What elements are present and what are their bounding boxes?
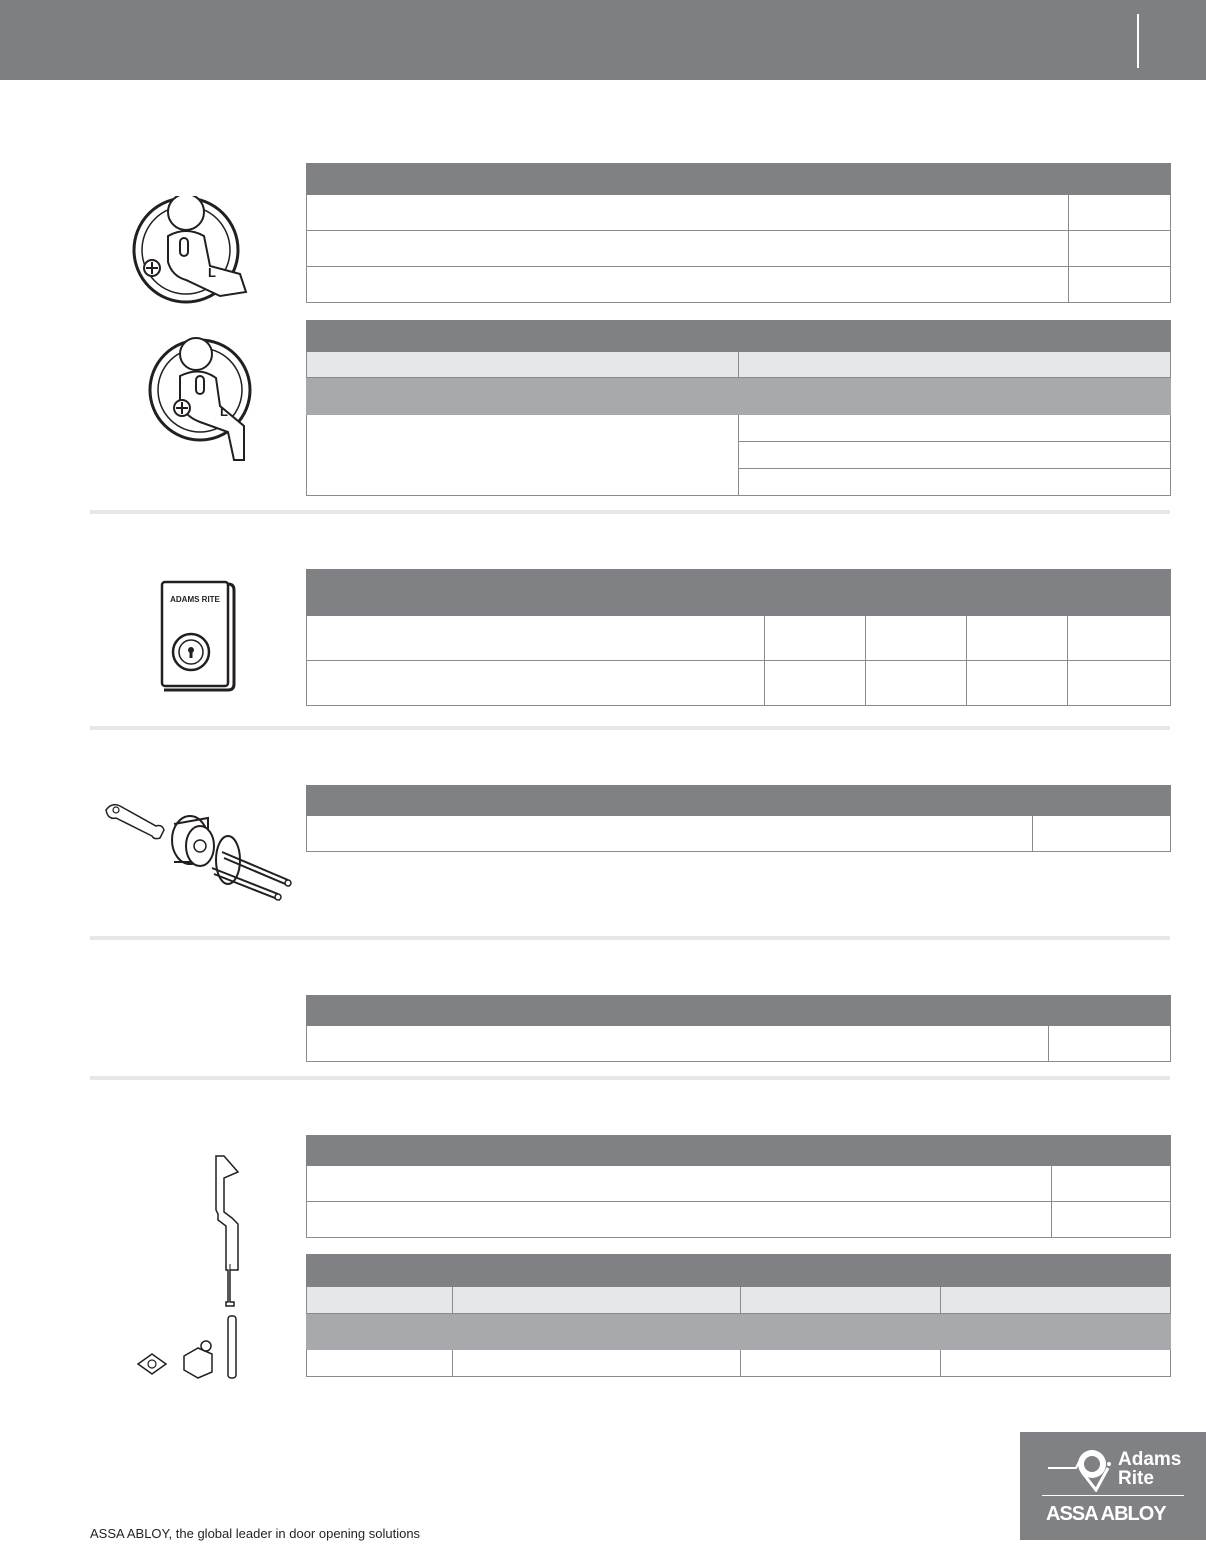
lever-letter: L (208, 265, 216, 280)
lever-letter: L (220, 404, 228, 419)
spec-table-2 (306, 320, 1171, 496)
brand-logo (1020, 1432, 1206, 1540)
table-header (307, 164, 1171, 195)
logo-rule (1042, 1495, 1184, 1496)
table-header (307, 1136, 1052, 1166)
table-row (307, 816, 1171, 852)
lever-lock-illustration-2 (144, 336, 264, 464)
table-subheader (307, 1287, 1171, 1314)
lever-lock-illustration-1 (128, 196, 258, 308)
table-band (307, 378, 1171, 415)
section-separator (90, 726, 1170, 730)
table-row (307, 267, 1171, 303)
table-row (307, 415, 1171, 442)
logo-parent-brand: ASSA ABLOY (1046, 1503, 1166, 1525)
table-subheader (307, 352, 1171, 378)
table-row (307, 1350, 1171, 1377)
section-separator (90, 1076, 1170, 1080)
table-row (307, 1026, 1171, 1062)
flush-bolt-illustration (134, 1152, 250, 1384)
banner-divider (1137, 14, 1139, 68)
table-header (307, 996, 1049, 1026)
deadlock-plate-icon (158, 580, 238, 692)
section-separator (90, 510, 1170, 514)
table-header (307, 570, 765, 616)
table-band (307, 1314, 1171, 1350)
table-row (307, 1166, 1171, 1202)
footer-tagline: ASSA ABLOY, the global leader in door opening solutions (90, 1526, 421, 1541)
logo-brand-line1: Adams (1118, 1449, 1182, 1470)
section-separator (90, 936, 1170, 940)
mortise-cylinder-icon (104, 788, 296, 908)
table-header (307, 321, 1171, 352)
spec-table-1 (306, 163, 1171, 303)
table-row (307, 1202, 1171, 1238)
table-header (307, 1255, 1171, 1287)
spec-table-6 (306, 1135, 1171, 1238)
adams-rite-logo-icon (1046, 1446, 1112, 1492)
table-row (307, 195, 1171, 231)
table-row (307, 231, 1171, 267)
cylinder-illustration (104, 788, 296, 908)
table-row (307, 616, 1171, 661)
lever-lock-icon (144, 336, 264, 464)
lever-lock-icon (128, 196, 258, 308)
table-header (307, 786, 1033, 816)
spec-table-4 (306, 785, 1171, 852)
table-row (307, 661, 1171, 706)
spec-table-3 (306, 569, 1171, 706)
flush-bolt-icon (134, 1152, 250, 1384)
deadlock-illustration (158, 580, 238, 692)
logo-brand-line2: Rite (1118, 1468, 1154, 1489)
spec-table-5 (306, 995, 1171, 1062)
faceplate-text: ADAMS RITE (170, 595, 220, 604)
spec-table-7 (306, 1254, 1171, 1377)
top-banner (0, 0, 1206, 80)
